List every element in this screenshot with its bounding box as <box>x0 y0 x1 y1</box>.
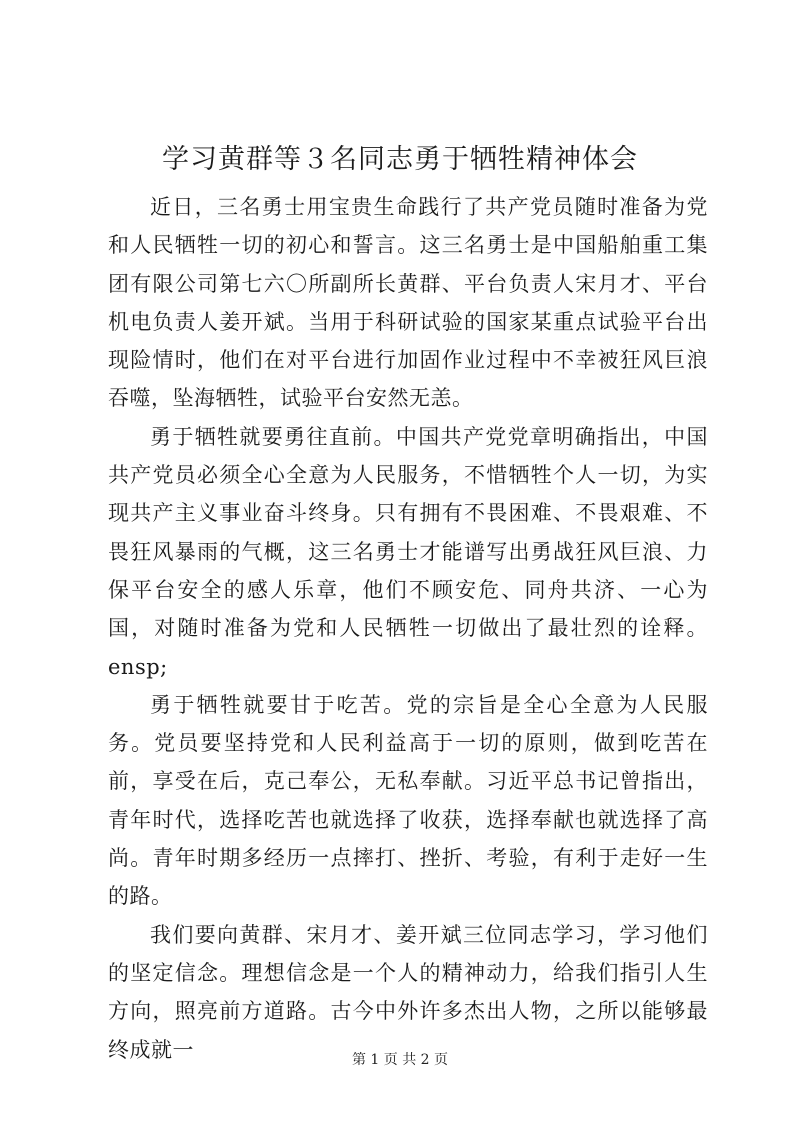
document-body <box>108 188 708 1069</box>
document-title: 学习黄群等３名同志勇于牺牲精神体会 <box>162 144 638 175</box>
paragraph-3: 勇于牺牲就要甘于吃苦。党的宗旨是全心全意为人民服务。党员要坚持党和人民利益高于一切的原则，做到吃苦在前，享受在后，克己奉公，无私奉献。习近平总书记曾指出，青年时代，选择吃苦也就选择了收获，选择奉献也就选择了高尚。青年时期多经历一点摔打、挫折、考验，有利于走好一生的路。 <box>108 692 708 909</box>
paragraph-2: 勇于牺牲就要勇往直前。中国共产党党章明确指出，中国共产党员必须全心全意为人民服务，不惜牺牲个人一切，为实现共产主义事业奋斗终身。只有拥有不畏困难、不畏艰难、不畏狂风暴雨的气概，这三名勇士才能谱写出勇战狂风巨浪、力保平台安全的感人乐章，他们不顾安危、同舟共济、一心为国，对随时准备为党和人民牺牲一切做出了最壮烈的诠释。ensp; <box>108 424 708 679</box>
page-footer: 第 1 页 共 2 页 <box>351 1052 449 1068</box>
paragraph-1: 近日，三名勇士用宝贵生命践行了共产党员随时准备为党和人民牺牲一切的初心和誓言。这三名勇士是中国船舶重工集团有限公司第七六〇所副所长黄群、平台负责人宋月才、平台机电负责人姜开斌。当用于科研试验的国家某重点试验平台出现险情时，他们在对平台进行加固作业过程中不幸被狂风巨浪吞噬，坠海牺牲，试验平台安然无恙。 <box>108 195 708 411</box>
paragraph-4: 我们要向黄群、宋月才、姜开斌三位同志学习，学习他们的坚定信念。理想信念是一个人的精神动力，给我们指引人生方向，照亮前方道路。古今中外许多杰出人物，之所以能够最终成就一 <box>108 922 708 1062</box>
